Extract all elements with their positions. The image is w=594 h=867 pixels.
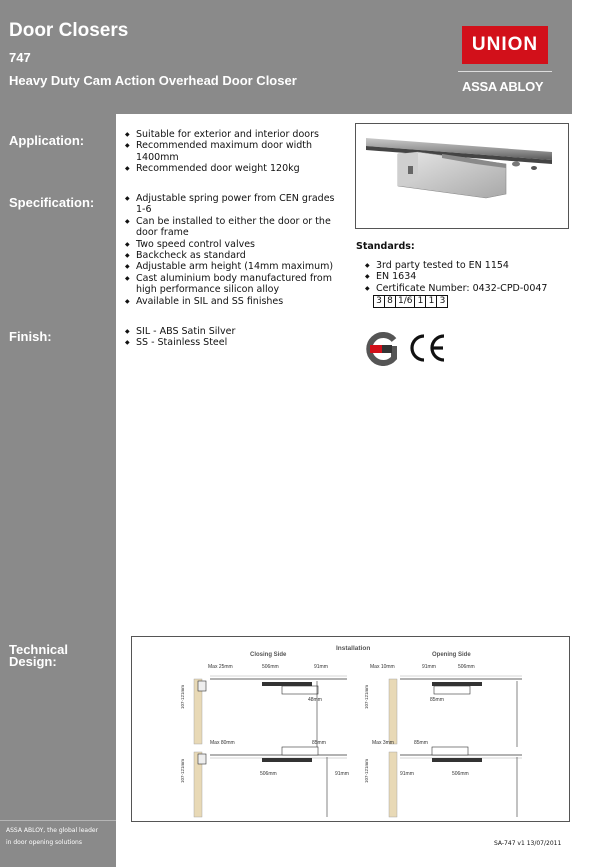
- header-margin: [572, 0, 594, 114]
- classification-cell: 8: [384, 295, 396, 308]
- dim-label: 85mm: [312, 740, 326, 746]
- dim-label: 85mm: [414, 740, 428, 746]
- assa-abloy-logo: ASSA ABLOY: [462, 79, 544, 94]
- list-item: ◆ 3rd party tested to EN 1154: [364, 260, 574, 271]
- sidebar: [0, 114, 116, 867]
- dim-label: 91mm: [314, 664, 328, 670]
- tagline-line-2: in door opening solutions: [6, 839, 82, 846]
- technical-design-diagram: [131, 636, 570, 822]
- certification-marks: [364, 330, 454, 366]
- dim-label: 91mm: [422, 664, 436, 670]
- dim-label: Max 3mm: [372, 740, 394, 746]
- product-subtitle: Heavy Duty Cam Action Overhead Door Closer: [9, 73, 297, 88]
- installation-diagram: [132, 637, 569, 821]
- dim-label: Max 80mm: [210, 740, 235, 746]
- standards-title: Standards:: [356, 241, 415, 252]
- list-item: ◆ SIL - ABS Satin Silver: [124, 326, 344, 337]
- list-item: ◆ Available in SIL and SS finishes: [124, 296, 349, 307]
- list-item: ◆ Recommended door weight 120kg: [124, 163, 344, 174]
- gs-10-year-icon: [369, 335, 394, 363]
- model-number: 747: [9, 50, 31, 65]
- dim-label: 506mm: [262, 664, 279, 670]
- classification-cell: 3: [436, 295, 448, 308]
- classification-cell: 1: [425, 295, 437, 308]
- classification-cell: 3: [373, 295, 385, 308]
- dim-label: 506mm: [452, 771, 469, 777]
- list-item: 1-6: [136, 204, 152, 216]
- door-closer-illustration: [356, 124, 568, 228]
- list-item: 1400mm: [136, 151, 179, 163]
- closing-side-label: Closing Side: [250, 652, 287, 658]
- finish-label: Finish:: [9, 329, 52, 344]
- specification-label: Specification:: [9, 195, 95, 210]
- specification-list: [124, 193, 349, 307]
- list-item: ◆ Recommended maximum door width: [124, 140, 344, 151]
- list-item: door frame: [136, 227, 189, 239]
- standards-list: [364, 260, 574, 294]
- list-item: ◆ EN 1634: [364, 271, 574, 282]
- dim-label: 506mm: [260, 771, 277, 777]
- classification-cell: 1: [414, 295, 426, 308]
- dim-label: 91mm: [335, 771, 349, 777]
- list-item: ◆ Adjustable spring power from CEN grades: [124, 193, 349, 204]
- diagram-quadrant: [180, 664, 347, 747]
- classification-boxes: [373, 295, 447, 308]
- dim-label: 107-121mm: [180, 684, 185, 709]
- logo-divider: [458, 71, 552, 72]
- diagram-quadrant: [180, 740, 349, 817]
- dim-label: Max 25mm: [208, 664, 233, 670]
- list-item: ◆ Certificate Number: 0432-CPD-0047: [364, 283, 574, 294]
- dim-label: 48mm: [308, 697, 322, 703]
- application-list: [124, 129, 344, 175]
- ce-mark-icon: [412, 336, 444, 360]
- list-item: ◆ Adjustable arm height (14mm maximum): [124, 261, 349, 272]
- list-item: ◆ Can be installed to either the door or the: [124, 216, 349, 227]
- dim-label: 85mm: [430, 697, 444, 703]
- product-image: [355, 123, 569, 229]
- finish-list: [124, 326, 344, 349]
- dim-label: 107-121mm: [364, 684, 369, 709]
- opening-side-label: Opening Side: [432, 652, 471, 658]
- list-item: ◆ SS - Stainless Steel: [124, 337, 344, 348]
- list-item: ◆ Cast aluminium body manufactured from: [124, 273, 349, 284]
- technical-label-2: Design:: [9, 654, 57, 669]
- list-item: ◆ Two speed control valves: [124, 239, 349, 250]
- classification-cell: 1/6: [395, 295, 415, 308]
- diagram-quadrant: [364, 664, 522, 747]
- gs-ce-marks: [364, 330, 454, 366]
- dim-label: 91mm: [400, 771, 414, 777]
- list-item: ◆ Backcheck as standard: [124, 250, 349, 261]
- union-logo-text: UNION: [471, 34, 539, 55]
- dim-label: 506mm: [458, 664, 475, 670]
- header-band: [0, 0, 572, 114]
- tagline-line-1: ASSA ABLOY, the global leader: [6, 827, 99, 834]
- union-logo: [462, 26, 548, 64]
- list-item: high performance silicon alloy: [136, 284, 280, 296]
- diagram-title: Installation: [336, 645, 371, 652]
- dim-label: 107-121mm: [364, 758, 369, 783]
- page-title: Door Closers: [9, 20, 129, 41]
- diagram-quadrant: [364, 740, 522, 817]
- dim-label: 107-121mm: [180, 758, 185, 783]
- document-code: SA-747 v1 13/07/2011: [494, 840, 562, 847]
- list-item: ◆ Suitable for exterior and interior doors: [124, 129, 344, 140]
- dim-label: Max 10mm: [370, 664, 395, 670]
- application-label: Application:: [9, 133, 85, 148]
- technical-label-1: Technical: [9, 642, 69, 657]
- footer-divider: [0, 820, 116, 821]
